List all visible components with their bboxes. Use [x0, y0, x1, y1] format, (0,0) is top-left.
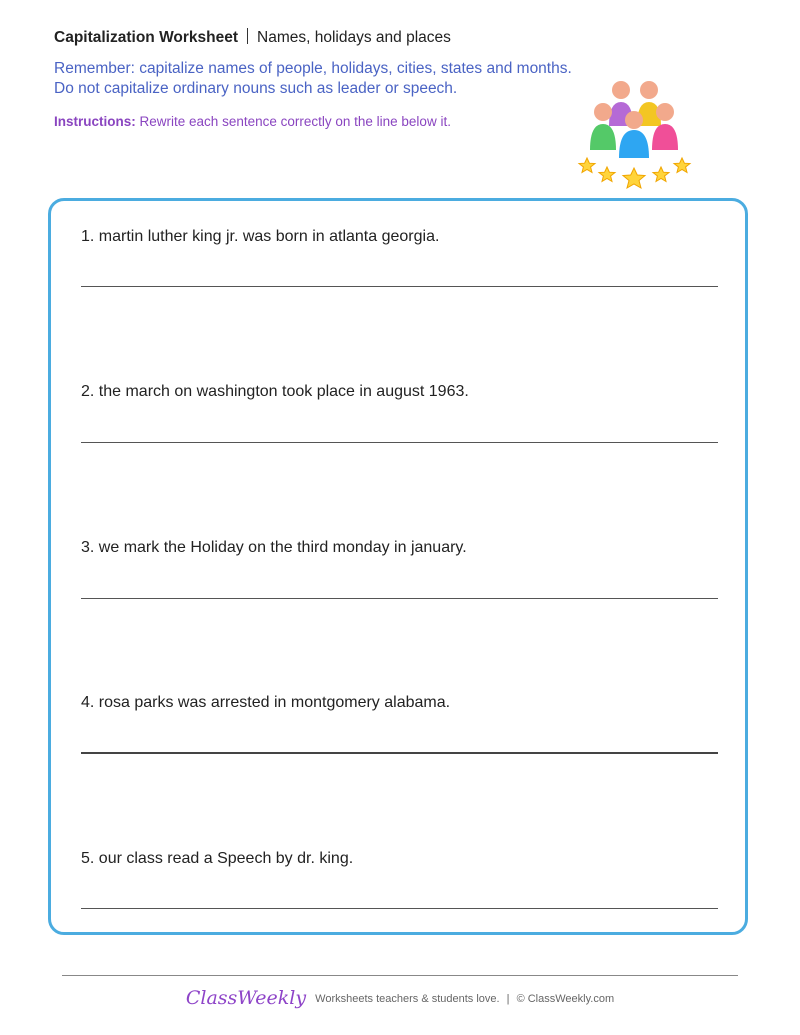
footer-copyright: © ClassWeekly.com [516, 993, 615, 1005]
answer-line-1[interactable] [81, 286, 718, 287]
people-group-with-stars-icon [575, 76, 695, 196]
instructions [54, 114, 451, 129]
footer-separator: | [506, 993, 510, 1005]
worksheet-header [54, 28, 451, 47]
question-4: 4. rosa parks was arrested in montgomery alabama. [81, 694, 451, 711]
worksheet-title: Capitalization Worksheet [54, 29, 239, 46]
question-3: 3. we mark the Holiday on the third monday in january. [81, 539, 467, 556]
question-1: 1. martin luther king jr. was born in atlanta georgia. [81, 228, 440, 245]
worksheet-subtitle: Names, holidays and places [257, 29, 451, 46]
footer [0, 987, 800, 1009]
answer-line-2[interactable] [81, 442, 718, 443]
title-separator [247, 28, 248, 44]
answer-line-3[interactable] [81, 598, 718, 599]
question-2: 2. the march on washington took place in august 1963. [81, 383, 469, 400]
instructions-label: Instructions: [54, 114, 136, 129]
answer-line-5[interactable] [81, 908, 718, 909]
footer-divider [62, 975, 738, 976]
remember-note: Remember: capitalize names of people, holidays, cities, states and months. Do not capitalize ordinary nouns such as leader or speech. [54, 60, 572, 97]
answer-line-4[interactable] [81, 752, 718, 754]
question-5: 5. our class read a Speech by dr. king. [81, 850, 354, 867]
questions-box [48, 198, 748, 935]
brand-logo: ClassWeekly [185, 987, 307, 1009]
instructions-text: Rewrite each sentence correctly on the line below it. [139, 114, 451, 129]
footer-tagline: Worksheets teachers & students love. [315, 993, 500, 1005]
